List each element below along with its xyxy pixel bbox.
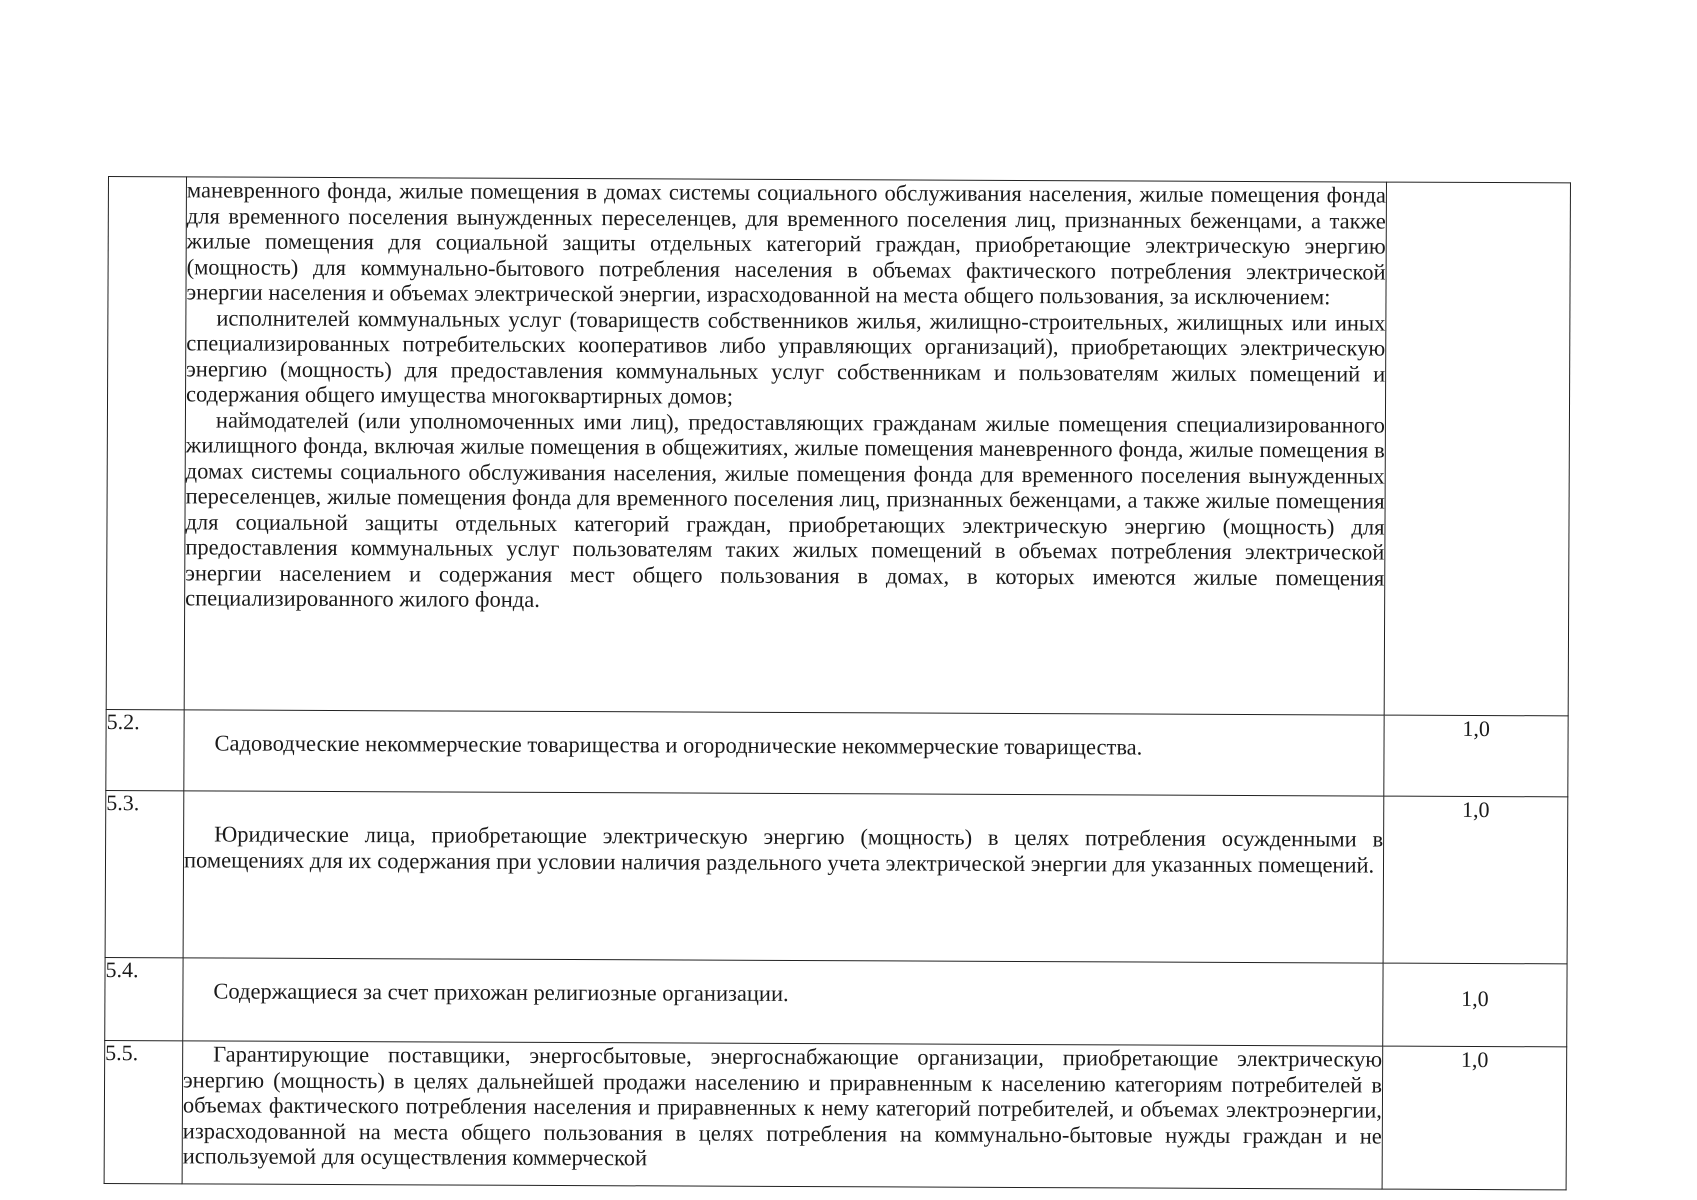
row-text: Гарантирующие поставщики, энергосбытовые, энергоснабжающие организации, приобретающие электрическую энергию (мощность) в целях дальнейшей продажи населению и приравненным к населению категориям потребителей в объемах фактического потребления населения и приравненных к нему категорий потребителей, и объемах электроэнергии, израсходованной на места общего пользования в целях потребления на коммунально-бытовые нужды граждан и не используемой для осуществления коммерческой xyxy=(182,1041,1383,1171)
table-row xyxy=(105,790,1568,963)
value-cell xyxy=(1384,182,1570,716)
value-cell xyxy=(1384,715,1568,797)
table-row-continuation xyxy=(106,177,1570,716)
value-cell xyxy=(1382,1046,1567,1190)
value-cell xyxy=(1383,796,1568,964)
table-row xyxy=(105,957,1567,1046)
row-number: 5.4. xyxy=(105,957,183,1040)
coefficient-value: 1,0 xyxy=(1462,715,1490,742)
value-cell xyxy=(1383,963,1567,1047)
description-cell xyxy=(183,958,1383,1046)
table-row xyxy=(106,709,1568,796)
description-cell xyxy=(184,710,1384,796)
coefficient-value: 1,0 xyxy=(1461,796,1490,823)
row-number: 5.3. xyxy=(105,790,184,957)
tariff-coefficients-table xyxy=(104,176,1571,1190)
continuation-paragraph: исполнителей коммунальных услуг (товариществ собственников жилья, жилищно-строительных, жилищных или иных специализированных потребительских кооперативов либо управляющих организаций), приобретающих электрическую энергию (мощность) для предоставления коммунальных услуг собственникам и пользователям жилых помещений и содержания общего имущества многоквартирных домов; xyxy=(185,304,1386,409)
row-number: 5.2. xyxy=(106,709,184,790)
row-text: Садоводческие некоммерческие товарищества и огороднические некоммерческие товарищества. xyxy=(214,730,1143,760)
coefficient-value: 1,0 xyxy=(1461,985,1489,1012)
description-cell xyxy=(182,1041,1383,1189)
description-cell xyxy=(184,177,1386,715)
continuation-paragraph: наймодателей (или уполномоченных ими лиц), предоставляющих гражданам жилые помещения специализированного жилищного фонда, включая жилые помещения в общежитиях, жилые помещения маневренного фонда, жилые помещения в домах системы социального обслуживания населения, жилые помещения фонда для временного поселения вынужденных переселенцев, жилые помещения фонда для временного поселения лиц, признанных беженцами, а также жилые помещения для социальной защиты отдельных категорий граждан, приобретающих электрическую энергию (мощность) для предоставления коммунальных услуг пользователям таких жилых помещений в объемах потребления электрической энергии населением и содержания мест общего пользования в домах, в которых имеются жилые помещения специализированного жилого фонда. xyxy=(185,406,1385,612)
continuation-paragraph: маневренного фонда, жилые помещения в домах системы социального обслуживания населения, жилые помещения фонда для временного поселения вынужденных переселенцев, для временного поселения лиц, признанных беженцами, а также жилые помещения для социальной защиты отдельных категорий граждан, приобретающие электрическую энергию (мощность) для коммунально-бытового потребления населения в объемах фактического потребления электрической энергии населения и объемах электрической энергии, израсходованной на места общего пользования, за исключением: xyxy=(186,177,1386,310)
row-number: 5.5. xyxy=(104,1040,183,1183)
description-cell xyxy=(183,791,1384,963)
number-cell xyxy=(106,177,186,710)
row-text: Юридические лица, приобретающие электрическую энергию (мощность) в целях потребления осужденными в помещениях для их содержания при условии наличия раздельного учета электрической энергии для указанных помещений. xyxy=(183,821,1384,878)
coefficient-value: 1,0 xyxy=(1460,1046,1489,1073)
row-text: Содержащиеся за счет прихожан религиозные организации. xyxy=(213,978,789,1006)
table-row xyxy=(104,1040,1567,1189)
